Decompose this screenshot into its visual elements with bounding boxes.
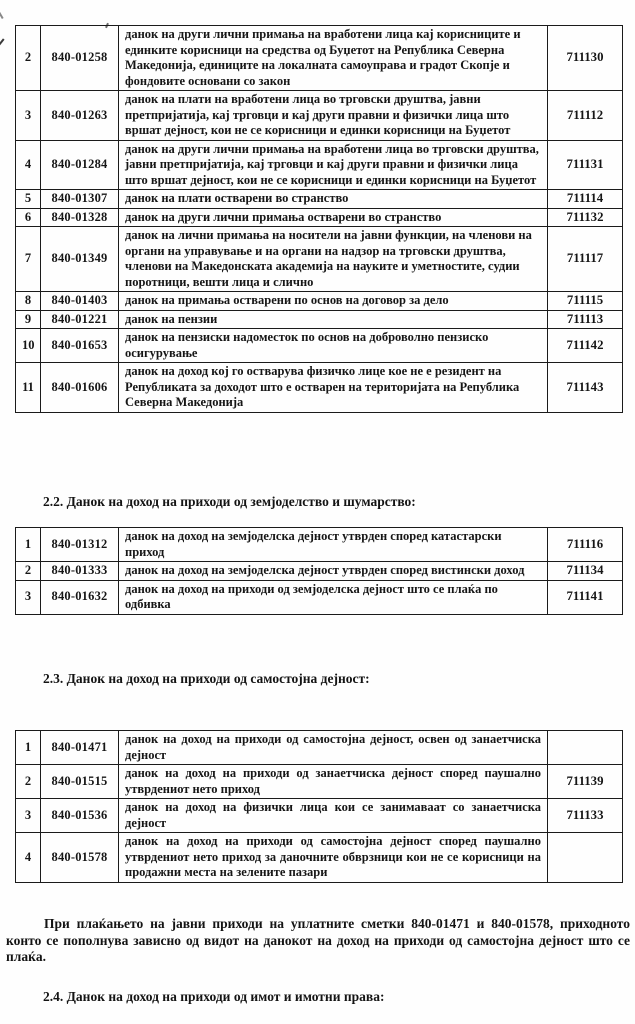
row-number-cell: 4 [16, 140, 41, 190]
revenue-code-cell [548, 731, 623, 765]
account-number-cell: 840-01221 [41, 310, 119, 329]
payment-note-paragraph: При плаќањето на јавни приходи на уплатните сметки 840-01471 и 840-01578, приходното конто се пополнува зависно од видот на данокот на доход на приходи од самостојна дејност што се плаќа. [6, 916, 630, 964]
account-number-cell: 840-01328 [41, 208, 119, 227]
revenue-code-cell: 711115 [548, 292, 623, 311]
account-number-cell: 840-01653 [41, 329, 119, 363]
revenue-code-cell [548, 833, 623, 883]
agriculture-forestry-tax-table [15, 527, 623, 615]
account-number-cell: 840-01258 [41, 26, 119, 91]
row-number-cell: 5 [16, 190, 41, 209]
account-number-cell: 840-01515 [41, 765, 119, 799]
revenue-code-cell: 711131 [548, 140, 623, 190]
independent-activity-tax-table [15, 730, 623, 883]
revenue-code-cell: 711141 [548, 580, 623, 614]
row-number-cell: 1 [16, 731, 41, 765]
row-number-cell: 1 [16, 528, 41, 562]
revenue-code-cell: 711134 [548, 562, 623, 581]
table-row [16, 528, 623, 562]
table-row [16, 91, 623, 141]
table-row [16, 26, 623, 91]
row-number-cell: 3 [16, 91, 41, 141]
table-row [16, 731, 623, 765]
revenue-code-cell: 711112 [548, 91, 623, 141]
section-heading-2-4: 2.4. Данок на доход на приходи од имот и имотни права: [43, 989, 385, 1004]
description-cell: данок на доход на приходи од самостојна дејност, освен од занаетчиска дејност [119, 731, 548, 765]
scan-artifact-mark [0, 38, 5, 46]
row-number-cell: 2 [16, 26, 41, 91]
account-number-cell: 840-01333 [41, 562, 119, 581]
account-number-cell: 840-01312 [41, 528, 119, 562]
description-cell: данок на доход на земјоделска дејност утврден според катастарски приход [119, 528, 548, 562]
revenue-code-cell: 711143 [548, 363, 623, 413]
account-number-cell: 840-01284 [41, 140, 119, 190]
account-number-cell: 840-01263 [41, 91, 119, 141]
revenue-code-cell: 711114 [548, 190, 623, 209]
description-cell: данок на доход на приходи од занаетчиска дејност според паушално утврдениот нето приход [119, 765, 548, 799]
description-cell: данок на примања остварени по основ на договор за дело [119, 292, 548, 311]
row-number-cell: 2 [16, 562, 41, 581]
table-row [16, 765, 623, 799]
table-row [16, 227, 623, 292]
account-number-cell: 840-01403 [41, 292, 119, 311]
account-number-cell: 840-01578 [41, 833, 119, 883]
row-number-cell: 8 [16, 292, 41, 311]
row-number-cell: 9 [16, 310, 41, 329]
description-cell: данок на доход на приходи од самостојна дејност според паушално утврдениот нето приход за даночните обврзници кои не се корисници на продажни места на зелените пазари [119, 833, 548, 883]
revenue-code-cell: 711116 [548, 528, 623, 562]
description-cell: данок на плати остварени во странство [119, 190, 548, 209]
table-row [16, 363, 623, 413]
row-number-cell: 4 [16, 833, 41, 883]
revenue-code-cell: 711117 [548, 227, 623, 292]
revenue-code-cell: 711130 [548, 26, 623, 91]
row-number-cell: 7 [16, 227, 41, 292]
table-row [16, 580, 623, 614]
table-row [16, 140, 623, 190]
section-heading-2-2: 2.2. Данок на доход на приходи од земјоделство и шумарство: [43, 494, 416, 509]
personal-income-tax-table-body [16, 26, 623, 413]
table-row [16, 562, 623, 581]
description-cell: данок на други лични примања на вработени лица кај корисниците и единките корисници на средства од Буџетот на Република Северна Македонија, единиците на локалната самоуправа и градот Скопје и фондовите основани со закон [119, 26, 548, 91]
description-cell: данок на други лични примања остварени во странство [119, 208, 548, 227]
description-cell: данок на други лични примања на вработени лица во трговски друштва, јавни претпријатија, кај трговци и кај други правни и физички лица што вршат дејност, кои не се корисници и единки корисници на Буџетот [119, 140, 548, 190]
row-number-cell: 3 [16, 799, 41, 833]
description-cell: данок на доход кој го остварува физичко лице кое не е резидент на Републиката за доходот што е остварен на територијата на Република Северна Македонија [119, 363, 548, 413]
account-number-cell: 840-01606 [41, 363, 119, 413]
account-number-cell: 840-01536 [41, 799, 119, 833]
agriculture-forestry-tax-table-body [16, 528, 623, 615]
table-row [16, 799, 623, 833]
table-row [16, 310, 623, 329]
independent-activity-tax-table-body [16, 731, 623, 883]
row-number-cell: 11 [16, 363, 41, 413]
revenue-code-cell: 711113 [548, 310, 623, 329]
description-cell: данок на доход на физички лица кои се занимаваат со занаетчиска дејност [119, 799, 548, 833]
description-cell: данок на доход на земјоделска дејност утврден според вистински доход [119, 562, 548, 581]
revenue-code-cell: 711139 [548, 765, 623, 799]
description-cell: данок на пензии [119, 310, 548, 329]
table-row [16, 329, 623, 363]
table-row [16, 833, 623, 883]
personal-income-tax-table [15, 25, 623, 413]
revenue-code-cell: 711132 [548, 208, 623, 227]
table-row [16, 190, 623, 209]
revenue-code-cell: 711133 [548, 799, 623, 833]
description-cell: данок на пензиски надоместок по основ на доброволно пензиско осигурување [119, 329, 548, 363]
description-cell: данок на доход на приходи од земјоделска дејност што се плаќа по одбивка [119, 580, 548, 614]
account-number-cell: 840-01471 [41, 731, 119, 765]
table-row [16, 208, 623, 227]
table-row [16, 292, 623, 311]
row-number-cell: 6 [16, 208, 41, 227]
scan-artifact-mark [0, 12, 4, 19]
revenue-code-cell: 711142 [548, 329, 623, 363]
account-number-cell: 840-01632 [41, 580, 119, 614]
section-heading-2-3: 2.3. Данок на доход на приходи од самостојна дејност: [43, 671, 370, 686]
account-number-cell: 840-01307 [41, 190, 119, 209]
description-cell: данок на лични примања на носители на јавни функции, на членови на органи на управување и на органи на надзор на трговски друштва, членови на Македонската академија на науките и уметностите, судии поротници, вешти лица и слично [119, 227, 548, 292]
row-number-cell: 3 [16, 580, 41, 614]
row-number-cell: 2 [16, 765, 41, 799]
account-number-cell: 840-01349 [41, 227, 119, 292]
row-number-cell: 10 [16, 329, 41, 363]
description-cell: данок на плати на вработени лица во трговски друштва, јавни претпријатија, кај трговци и кај други правни и физички лица што вршат дејност, кои не се корисници и единки корисници на Буџетот [119, 91, 548, 141]
